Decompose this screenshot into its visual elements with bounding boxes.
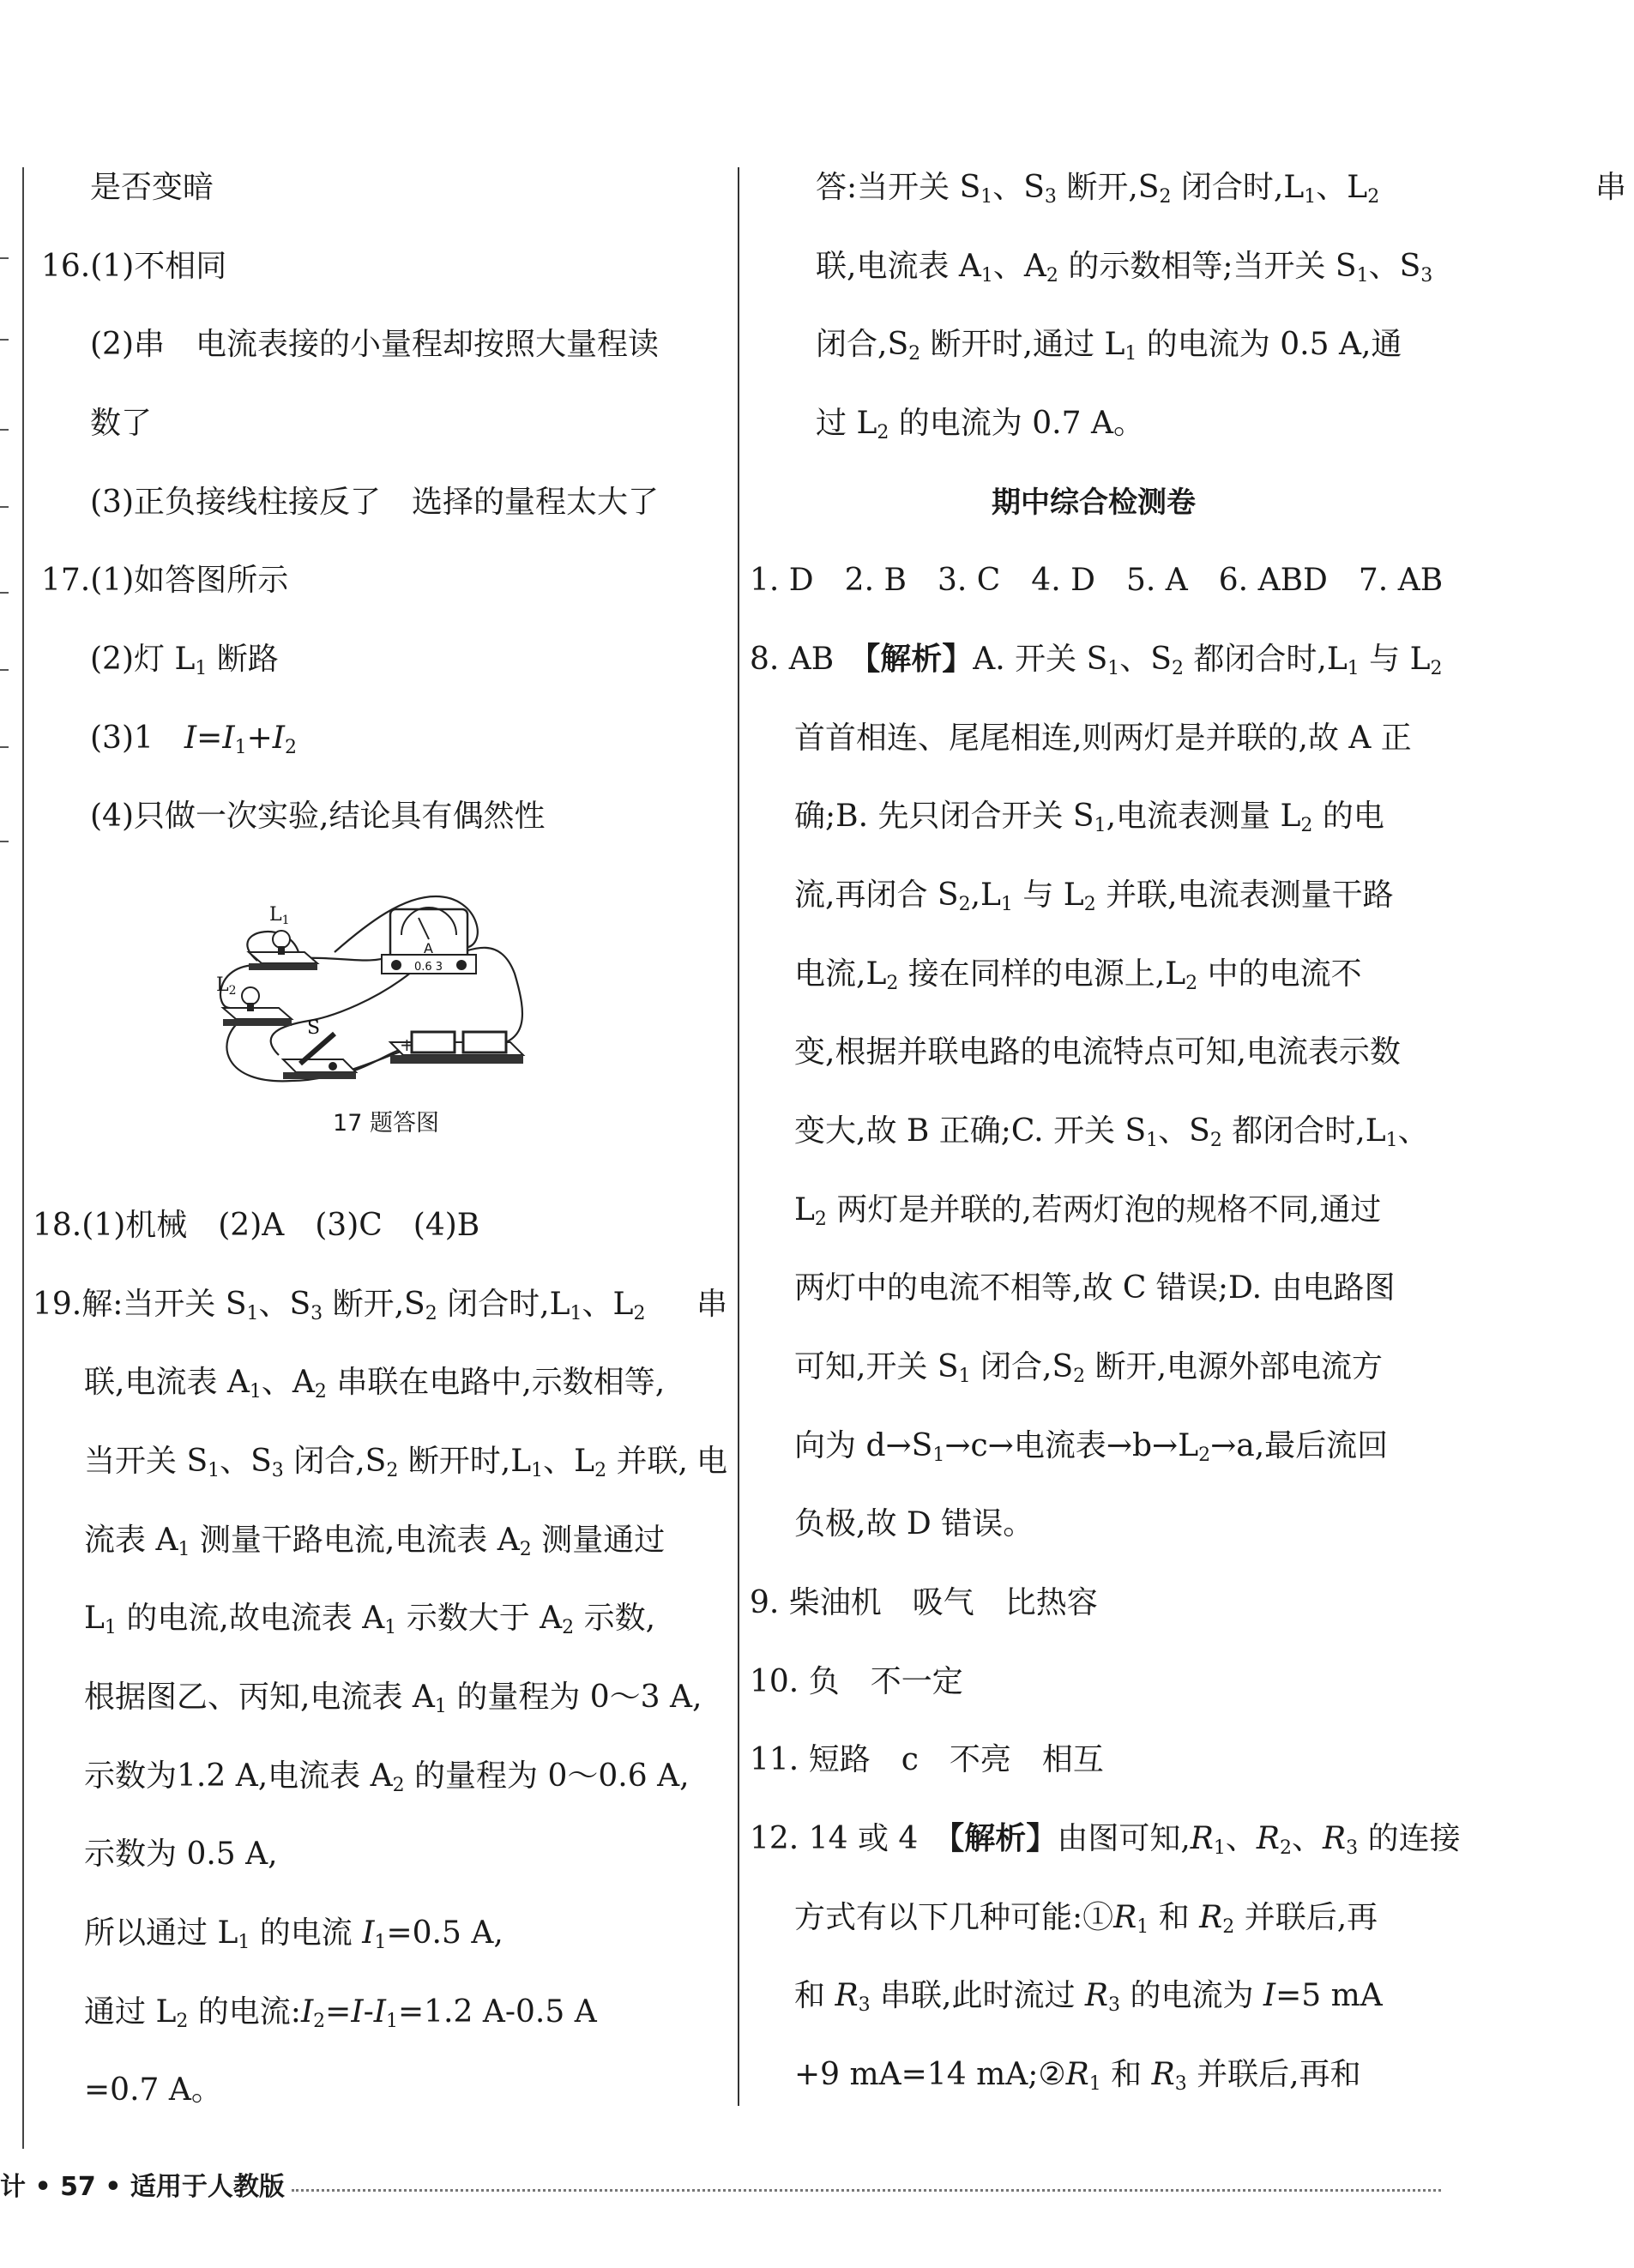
answer-8-line9: 两灯中的电流不相等,故 C 错误;D. 由电路图: [794, 1270, 1396, 1306]
answer-19-line1: 19.解:当开关 $S_1$、$S_3$ 断开$,S_2$ 闭合时$,L_1$、$L_2$ 串: [33, 1287, 727, 1324]
answer-8-line8: $L_2$ 两灯是并联的,若两灯泡的规格不同,通过: [794, 1192, 1382, 1230]
answer-16-2-cont: 数了: [90, 406, 153, 441]
column-divider: [738, 167, 739, 2106]
answer-19-line3: 当开关 $S_1$、$S_3$ 闭合$,S_2$ 断开时$,L_1$、$L_2$ 并联, 电: [84, 1444, 727, 1481]
answer-19-line11: =0.7 A。: [84, 2072, 222, 2108]
svg-text:0.6 3: 0.6 3: [414, 961, 443, 974]
answer-8-line7: 变大,故 B 正确;C. 开关 $S_1$、$S_2$ 都闭合时$,L_1$、: [794, 1113, 1429, 1151]
answer-19-line6: 根据图乙、丙知,电流表 $A_1$ 的量程为 0～3 A,: [84, 1680, 702, 1717]
answer-cont-line1: 答:当开关 $S_1$、$S_3$ 断开$,S_2$ 闭合时$,L_1$、$L_2$ 串: [816, 170, 1626, 208]
footer-dotted-rule: [292, 2189, 1441, 2192]
answer-19-line8: 示数为 0.5 A,: [84, 1837, 278, 1872]
answer-8-line2: 首首相连、尾尾相连,则两灯是并联的,故 A 正: [794, 721, 1412, 756]
page-footer: 计 • 57 • 适用于人教版: [0, 2172, 285, 2202]
answer-19-line5: $L_1$ 的电流,故电流表 $A_1$ 示数大于 $A_2$ 示数,: [84, 1601, 656, 1638]
answer-16-3: (3)正负接线柱接反了 选择的量程太大了: [90, 485, 659, 520]
answer-8-line5: 电流$,L_2$ 接在同样的电源上$,L_2$ 中的电流不: [794, 956, 1362, 994]
answer-17-3: (3)1 $I=I_1+I_2$: [90, 721, 297, 758]
answer-16-2: (2)串 电流表接的小量程却按照大量程读: [90, 327, 659, 362]
answer-12-line1: 12. 14 或 4 【解析】由图可知$,R_1$、$R_2$、$R_3$ 的连接: [750, 1821, 1461, 1859]
mc-answers: 1. D 2. B 3. C 4. D 5. A 6. ABD 7. AB: [750, 563, 1444, 598]
answer-8-line4: 流,再闭合 $S_2,L_1$ 与 $L_2$ 并联,电流表测量干路: [794, 878, 1394, 915]
answer-cont-line4: 过 $L_2$ 的电流为 0.7 A。: [816, 406, 1144, 443]
answer-17-1: 17.(1)如答图所示: [41, 563, 289, 598]
answer-8-line1: 8. AB 【解析】A. 开关 $S_1$、$S_2$ 都闭合时$,L_1$ 与 $L_2$: [750, 642, 1443, 679]
answer-8-line6: 变,根据并联电路的电流特点可知,电流表示数: [794, 1034, 1401, 1070]
svg-text:S: S: [307, 1017, 321, 1039]
svg-text:L2: L2: [216, 974, 237, 998]
answer-19-line4: 流表 $A_1$ 测量干路电流,电流表 $A_2$ 测量通过: [84, 1523, 666, 1560]
answer-cont-line3: 闭合$,S_2$ 断开时,通过 $L_1$ 的电流为 0.5 A,通: [816, 327, 1402, 365]
answer-8-line12: 负极,故 D 错误。: [794, 1506, 1034, 1541]
svg-text:A: A: [424, 940, 433, 956]
answer-9: 9. 柴油机 吸气 比热容: [750, 1585, 1098, 1620]
answer-19-line10: 通过 $L_2$ 的电流$:I_2=I-I_1=1.2$ A-0.5 A: [84, 1994, 597, 2032]
answer-12-line2: 方式有以下几种可能$:①R_1$ 和 $R_2$ 并联后,再: [794, 1900, 1378, 1938]
answer-8-line10: 可知,开关 $S_1$ 闭合$,S_2$ 断开,电源外部电流方: [794, 1349, 1384, 1387]
answer-10: 10. 负 不一定: [750, 1664, 963, 1699]
answer-8-line11: 向为 $d\to S_1\to c\to$电流表$\to b\to L_2\to a$,最后流回: [794, 1428, 1389, 1466]
answer-11: 11. 短路 c 不亮 相互: [750, 1742, 1104, 1777]
answer-line: 是否变暗: [90, 170, 214, 205]
binding-edge-line: [22, 167, 24, 2149]
answer-19-line9: 所以通过 $L_1$ 的电流 $I_1=0.5$ A,: [84, 1915, 503, 1953]
answer-18: 18.(1)机械 (2)A (3)C (4)B: [33, 1208, 480, 1243]
answer-16-1: 16.(1)不相同: [41, 249, 227, 284]
answer-8-line3: 确;B. 先只闭合开关 $S_1$,电流表测量 $L_2$ 的电: [794, 799, 1384, 836]
answer-19-line2: 联,电流表 $A_1$、$A_2$ 串联在电路中,示数相等,: [84, 1365, 666, 1402]
answer-12-line4: +9 mA=14 $mA;②R_1$ 和 $R_3$ 并联后,再和: [794, 2057, 1361, 2095]
svg-text:+: +: [400, 1034, 414, 1055]
answer-19-line7: 示数为1.2 A,电流表 $A_2$ 的量程为 0～0.6 A,: [84, 1758, 690, 1796]
svg-text:L1: L1: [269, 904, 290, 927]
answer-cont-line2: 联,电流表 $A_1$、$A_2$ 的示数相等;当开关 $S_1$、$S_3$: [816, 249, 1433, 287]
figure-caption: 17 题答图: [333, 1110, 439, 1137]
answer-17-2: (2)灯 $L_1$ 断路: [90, 642, 279, 679]
section-title: 期中综合检测卷: [992, 486, 1196, 520]
circuit-diagram: [206, 871, 549, 1094]
answer-17-4: (4)只做一次实验,结论具有偶然性: [90, 799, 546, 834]
answer-12-line3: 和 $R_3$ 串联,此时流过 $R_3$ 的电流为 I=5 mA: [794, 1978, 1383, 2016]
